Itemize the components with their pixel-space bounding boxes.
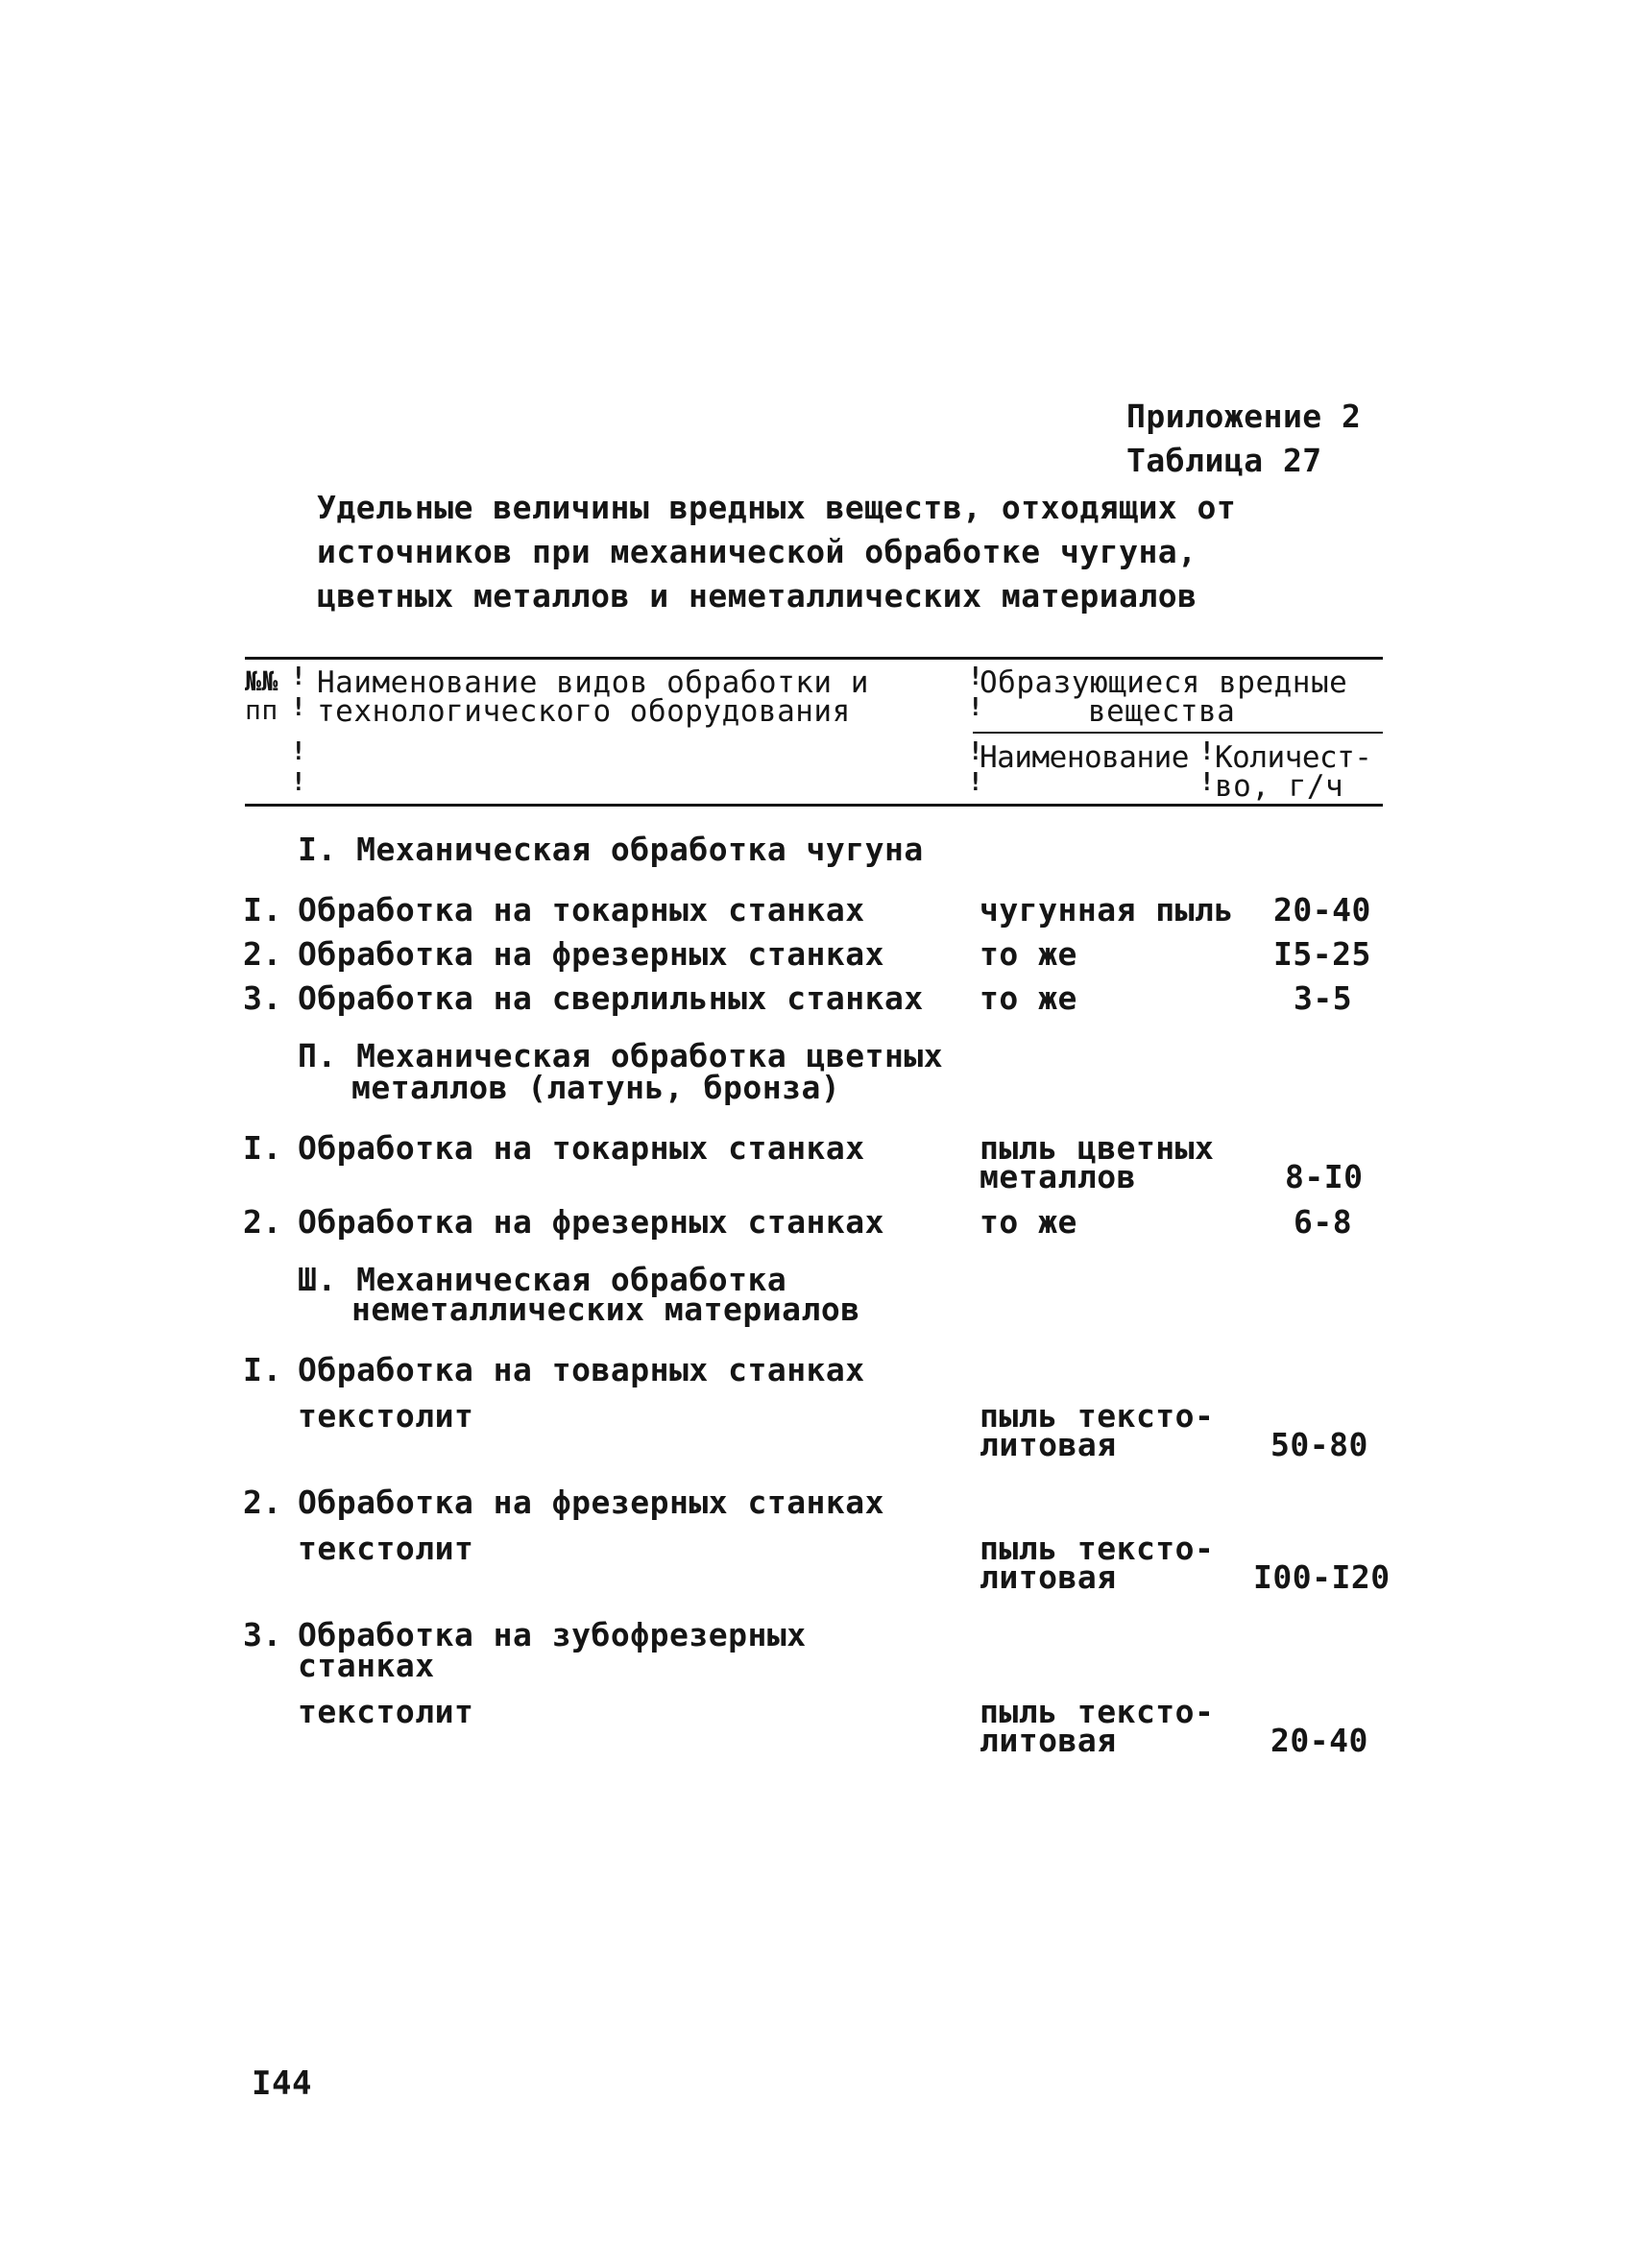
row-substance-line-1: пыль тексто- <box>980 1397 1215 1435</box>
row-substance-line-1: пыль цветных <box>980 1129 1215 1167</box>
row-process-name: Обработка на токарных станках <box>298 1129 865 1167</box>
section-3-title-line-2: неметаллических материалов <box>351 1291 860 1328</box>
appendix-label: Приложение 2 <box>1126 398 1362 435</box>
table-title-line-3: цветных металлов и неметаллических материалов <box>317 577 1197 615</box>
row-substance-line-2: литовая <box>980 1722 1117 1759</box>
col-sep: ! <box>968 693 983 722</box>
row-substance-line-2: литовая <box>980 1558 1117 1596</box>
table-title-line-2: источников при механической обработке чугуна, <box>317 533 1197 570</box>
row-process-name: Обработка на товарных станках <box>298 1351 865 1388</box>
row-material: текстолит <box>298 1530 474 1567</box>
row-substance-line-1: пыль тексто- <box>980 1530 1215 1567</box>
row-process-name: Обработка на сверлильных станках <box>298 979 924 1017</box>
table-title-line-1: Удельные величины вредных веществ, отходящих от <box>317 489 1237 526</box>
row-substance-line-1: пыль тексто- <box>980 1693 1215 1730</box>
row-quantity: 3-5 <box>1294 979 1353 1017</box>
row-material: текстолит <box>298 1693 474 1730</box>
row-process-name-line-2: станках <box>298 1647 435 1684</box>
row-number: I. <box>243 1129 282 1167</box>
col-sep: ! <box>291 663 306 691</box>
row-quantity: 20-40 <box>1270 1722 1368 1759</box>
col-sep: ! <box>1199 768 1215 797</box>
section-1-title: I. Механическая обработка чугуна <box>298 831 924 868</box>
row-process-name: Обработка на фрезерных станках <box>298 1203 885 1241</box>
header-num-2: пп <box>245 694 278 726</box>
header-group-rule <box>973 732 1383 734</box>
col-sep: ! <box>291 737 306 766</box>
header-group-2: вещества <box>1088 694 1236 729</box>
section-3-title-line-1: Ш. Механическая обработка <box>298 1261 787 1298</box>
header-group-1: Образующиеся вредные <box>980 665 1348 700</box>
row-substance: чугунная пыль <box>980 891 1234 929</box>
section-2-title-line-2: металлов (латунь, бронза) <box>351 1069 841 1106</box>
row-number: 3. <box>243 1616 282 1653</box>
row-number: 3. <box>243 979 282 1017</box>
page-number: I44 <box>252 2064 312 2103</box>
row-substance-line-2: литовая <box>980 1426 1117 1463</box>
row-process-name-line-1: Обработка на зубофрезерных <box>298 1616 807 1653</box>
header-quantity-1: Количест- <box>1215 740 1372 775</box>
row-number: I. <box>243 891 282 929</box>
col-sep: ! <box>291 768 306 797</box>
row-quantity: I5-25 <box>1273 935 1371 973</box>
row-process-name: Обработка на токарных станках <box>298 891 865 929</box>
row-number: 2. <box>243 935 282 973</box>
header-name-2: технологического оборудования <box>317 694 851 729</box>
row-process-name: Обработка на фрезерных станках <box>298 1484 885 1521</box>
header-bottom-rule <box>245 804 1383 807</box>
col-sep: ! <box>968 663 983 691</box>
table-number: Таблица 27 <box>1126 442 1322 479</box>
row-quantity: 8-I0 <box>1285 1158 1364 1195</box>
row-number: 2. <box>243 1203 282 1241</box>
section-2-title-line-1: П. Механическая обработка цветных <box>298 1037 944 1074</box>
row-substance: то же <box>980 979 1077 1017</box>
row-number: I. <box>243 1351 282 1388</box>
row-material: текстолит <box>298 1397 474 1435</box>
table-top-rule <box>245 657 1383 660</box>
col-sep: ! <box>968 737 983 766</box>
row-substance: то же <box>980 935 1077 973</box>
row-substance-line-2: металлов <box>980 1158 1136 1195</box>
row-quantity: 20-40 <box>1273 891 1371 929</box>
header-num-1: №№ <box>245 665 278 697</box>
col-sep: ! <box>968 768 983 797</box>
col-sep: ! <box>1199 737 1215 766</box>
row-quantity: I00-I20 <box>1253 1558 1391 1596</box>
row-substance: то же <box>980 1203 1077 1241</box>
row-process-name: Обработка на фрезерных станках <box>298 935 885 973</box>
header-name-1: Наименование видов обработки и <box>317 665 869 700</box>
header-quantity-2: во, г/ч <box>1215 769 1344 804</box>
col-sep: ! <box>291 693 306 722</box>
row-number: 2. <box>243 1484 282 1521</box>
row-quantity: 50-80 <box>1270 1426 1368 1463</box>
row-quantity: 6-8 <box>1294 1203 1353 1241</box>
header-substance-name: Наименование <box>980 740 1189 775</box>
